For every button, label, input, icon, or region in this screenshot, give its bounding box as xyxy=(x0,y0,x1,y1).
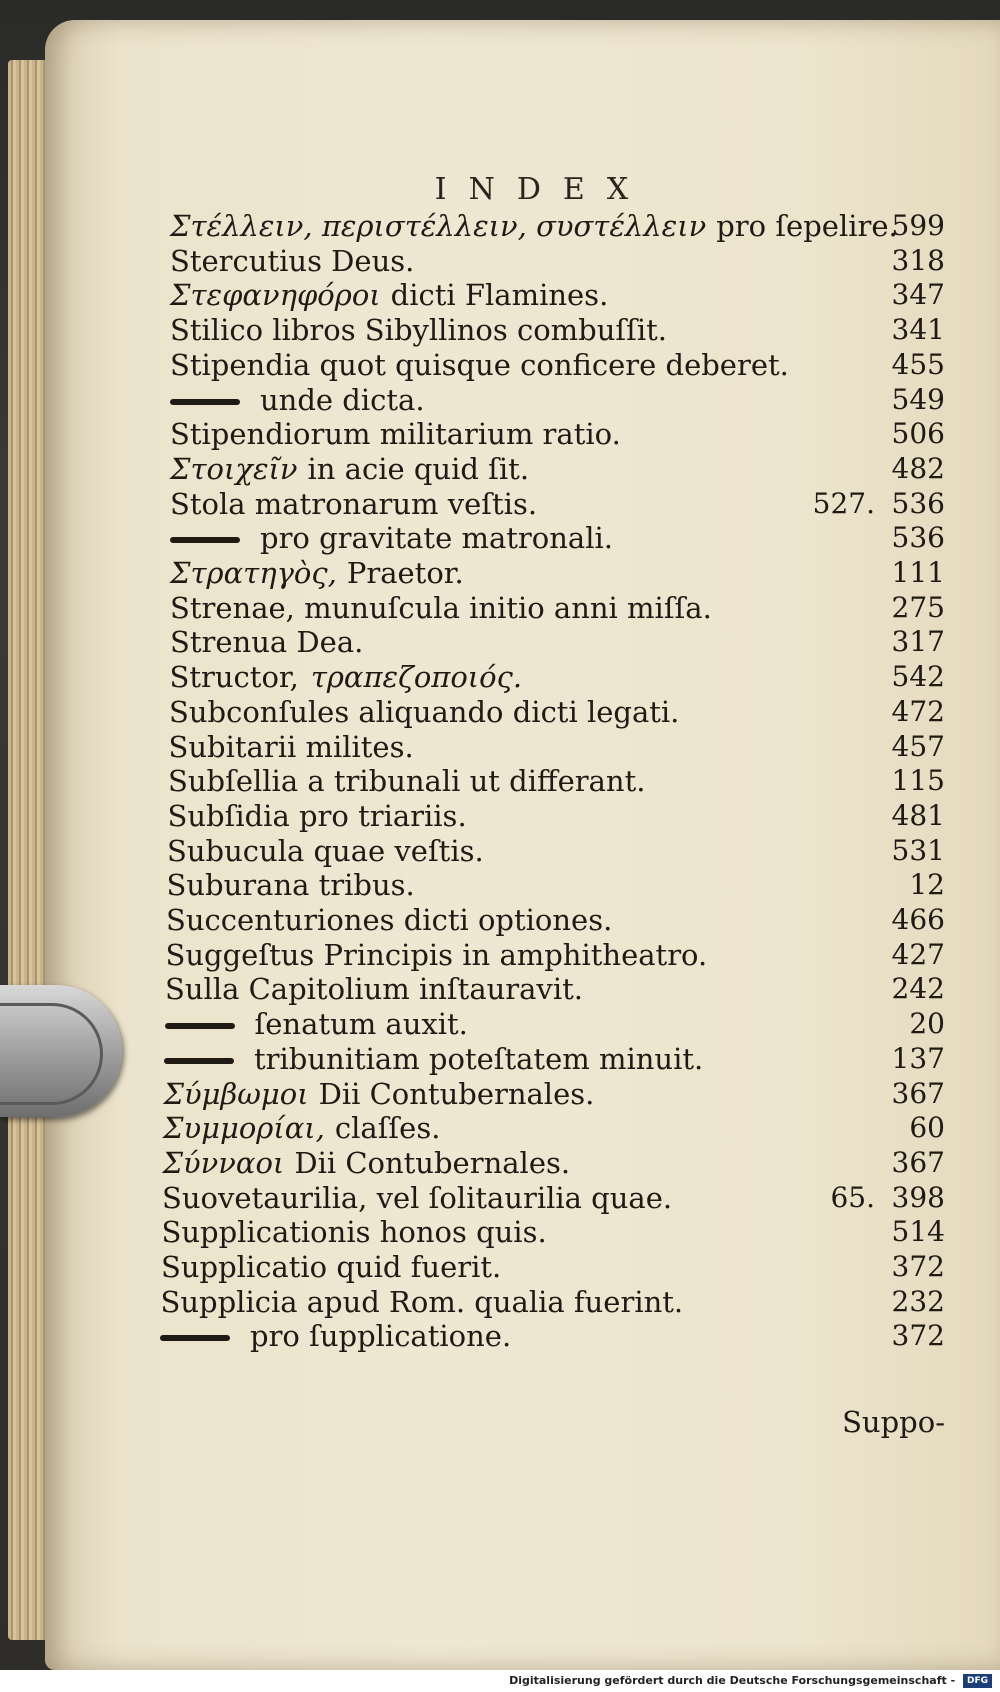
page-number: 20 xyxy=(909,1007,945,1041)
latin-term: Subconſules aliquando dicti legati. xyxy=(169,694,680,729)
entry-text xyxy=(170,347,789,383)
page-number: 275 xyxy=(891,590,945,624)
latin-term: pro ſepelire. xyxy=(716,209,898,243)
page-number-secondary: 65. xyxy=(830,1180,875,1214)
index-entry xyxy=(161,1249,945,1285)
latin-term: Subitarii milites. xyxy=(168,729,414,764)
page-number: 372 xyxy=(891,1319,945,1353)
greek-term: Σύμβωμοι xyxy=(163,1076,309,1111)
index-entry xyxy=(169,694,945,730)
page-number: 347 xyxy=(891,278,945,312)
greek-term: Στρατηγὸς, xyxy=(170,556,337,590)
digitization-footer xyxy=(0,1670,1000,1692)
entry-text xyxy=(160,1318,511,1354)
entry-text xyxy=(164,1041,703,1077)
greek-term: τραπεζοποιός. xyxy=(310,660,523,695)
greek-term: Στοιχεῖν xyxy=(170,451,298,486)
index-entry xyxy=(170,451,945,487)
entry-text xyxy=(163,1110,440,1146)
latin-term: Suburana tribus. xyxy=(166,868,415,903)
entry-text xyxy=(167,833,484,869)
ditto-dash xyxy=(160,1335,230,1341)
latin-term: Supplicia apud Rom. qualia fuerint. xyxy=(160,1284,684,1319)
latin-term: Suggeſtus Principis in amphitheatro. xyxy=(165,937,708,972)
page-number: 506 xyxy=(891,417,945,451)
index-entry xyxy=(166,902,945,938)
index-entry xyxy=(170,520,945,556)
page-number: 455 xyxy=(891,347,945,381)
latin-term: pro gravitate matronali. xyxy=(260,521,613,556)
latin-term: Stilico libros Sibyllinos combuſſit. xyxy=(170,313,668,348)
entry-text xyxy=(170,659,533,695)
greek-term: Σύνναοι xyxy=(162,1145,285,1180)
latin-term: Stipendia quot quisque conficere deberet. xyxy=(170,347,789,382)
page-number: 60 xyxy=(909,1111,945,1145)
entry-text xyxy=(170,382,425,418)
index-entry xyxy=(164,1076,946,1112)
catchword: Suppo- xyxy=(842,1405,945,1439)
ditto-dash xyxy=(165,1023,235,1029)
page-number: 137 xyxy=(891,1041,945,1075)
greek-term: Συμμορίαι, xyxy=(163,1111,325,1146)
index-entry xyxy=(170,312,945,348)
latin-term: Dii Contubernales. xyxy=(318,1076,595,1111)
entry-text xyxy=(162,1214,547,1250)
latin-term: in acie quid ſit. xyxy=(307,451,530,486)
entry-text xyxy=(163,1145,571,1181)
ditto-dash xyxy=(170,399,240,405)
page-number: 482 xyxy=(891,451,945,485)
latin-term: Supplicationis honos quis. xyxy=(161,1215,547,1250)
index-entry xyxy=(163,1145,946,1181)
entry-text xyxy=(170,486,537,522)
page-number: 599 xyxy=(891,209,945,242)
latin-term: Suovetaurilia, vel ſolitaurilia quae. xyxy=(162,1180,673,1215)
entry-text xyxy=(170,590,712,626)
index-entry xyxy=(170,382,945,418)
page-number: 341 xyxy=(891,313,945,347)
page-number: 317 xyxy=(891,625,945,659)
entry-text xyxy=(170,624,363,660)
entry-text xyxy=(166,902,612,938)
latin-term: unde dicta. xyxy=(260,382,425,417)
greek-term: Στεφανηφόροι xyxy=(170,278,381,313)
latin-term: Sulla Capitolium inſtauravit. xyxy=(165,972,583,1007)
footer-text: Digitalisierung gefördert durch die Deutsche Forschungsgemeinschaft - xyxy=(509,1674,956,1687)
latin-term: Praetor. xyxy=(346,556,464,590)
latin-term: Stercutius Deus. xyxy=(170,243,415,278)
index-entry xyxy=(166,937,946,973)
page-number: 427 xyxy=(891,937,945,971)
index-entry xyxy=(170,208,945,244)
index-entry xyxy=(170,624,945,660)
entry-text xyxy=(169,729,414,765)
entry-text xyxy=(170,277,608,313)
ditto-dash xyxy=(164,1058,234,1064)
page-number: 367 xyxy=(891,1076,945,1110)
index-entry xyxy=(161,1284,946,1320)
index-entry xyxy=(162,1214,946,1250)
entry-text xyxy=(168,763,645,799)
index-entry xyxy=(170,416,945,452)
index-entry xyxy=(170,659,946,695)
entry-text xyxy=(164,1076,595,1112)
entry-text xyxy=(170,520,613,556)
book-page xyxy=(45,20,1000,1670)
greek-term: Στέλλειν, περιστέλλειν, συστέλλειν xyxy=(170,209,707,243)
index-entry xyxy=(165,1006,946,1042)
index-entry xyxy=(163,1110,945,1146)
latin-term: Succenturiones dicti optiones. xyxy=(166,903,613,937)
latin-term: pro ſupplicatione. xyxy=(250,1319,512,1354)
page-number: 12 xyxy=(909,868,945,902)
entry-text xyxy=(170,243,414,279)
page-number: 549 xyxy=(891,382,945,416)
page-number: 111 xyxy=(891,556,945,589)
index-entry xyxy=(170,555,945,591)
page-title: INDEX xyxy=(434,172,651,207)
entry-text xyxy=(161,1284,684,1320)
entry-text xyxy=(166,937,708,973)
latin-term: Strenua Dea. xyxy=(170,625,364,660)
entry-text xyxy=(170,208,898,244)
page-number: 542 xyxy=(891,660,945,694)
entry-text xyxy=(169,694,679,730)
entry-text xyxy=(170,416,621,452)
latin-term: Stola matronarum veſtis. xyxy=(170,486,538,521)
latin-term: dicti Flamines. xyxy=(390,278,609,313)
index-entry xyxy=(169,729,946,765)
latin-term: Stipendiorum militarium ratio. xyxy=(170,417,621,452)
index-entry xyxy=(170,590,945,626)
entry-text xyxy=(167,867,415,903)
latin-term: Subſidia pro triariis. xyxy=(167,798,467,833)
page-number: 531 xyxy=(891,833,945,867)
entry-text xyxy=(168,798,467,834)
index-entry xyxy=(160,1318,945,1354)
index-entry xyxy=(162,1180,945,1216)
page-number: 466 xyxy=(891,903,945,936)
index-entry xyxy=(165,971,945,1007)
index-entry xyxy=(170,277,945,313)
ditto-dash xyxy=(170,537,240,543)
entry-text xyxy=(170,555,464,591)
index-entry xyxy=(170,243,945,279)
entry-text xyxy=(170,451,529,487)
page-number: 242 xyxy=(891,972,945,1006)
latin-term: Supplicatio quid fuerit. xyxy=(161,1250,502,1284)
entry-text xyxy=(165,971,583,1007)
index-entry xyxy=(167,833,945,869)
latin-term: tribunitiam poteſtatem minuit. xyxy=(254,1041,704,1076)
page-number: 372 xyxy=(891,1250,945,1283)
page-number: 232 xyxy=(891,1284,945,1318)
index-entry xyxy=(167,867,946,903)
latin-term: claſſes. xyxy=(334,1111,441,1146)
page-number: 398 xyxy=(891,1180,945,1214)
entry-text xyxy=(162,1180,672,1216)
latin-term: ſenatum auxit. xyxy=(254,1007,468,1042)
page-number: 536 xyxy=(891,486,945,520)
index-entry xyxy=(164,1041,945,1077)
latin-term: Structor, xyxy=(169,660,299,695)
index-entry xyxy=(170,486,945,522)
page-number: 514 xyxy=(891,1215,945,1249)
latin-term: Subſellia a tribunali ut differant. xyxy=(168,764,646,799)
latin-term: Dii Contubernales. xyxy=(294,1145,571,1180)
page-number: 457 xyxy=(891,729,945,763)
page-number: 115 xyxy=(891,764,945,798)
latin-term: Strenae, munuſcula initio anni miſſa. xyxy=(170,590,712,625)
dfg-logo: DFG xyxy=(963,1674,992,1688)
index-entry xyxy=(168,798,946,834)
page-number: 472 xyxy=(891,694,945,728)
index-entry xyxy=(170,347,945,383)
index-entry xyxy=(168,763,945,799)
entry-text xyxy=(161,1249,501,1285)
page-number: 481 xyxy=(891,798,945,832)
entry-text xyxy=(165,1006,468,1042)
entry-text xyxy=(170,312,667,348)
page-number: 367 xyxy=(891,1145,945,1179)
page-number-secondary: 527. xyxy=(812,486,875,520)
latin-term: Subucula quae veſtis. xyxy=(167,833,484,868)
page-number: 536 xyxy=(891,521,945,555)
page-number: 318 xyxy=(891,243,945,277)
